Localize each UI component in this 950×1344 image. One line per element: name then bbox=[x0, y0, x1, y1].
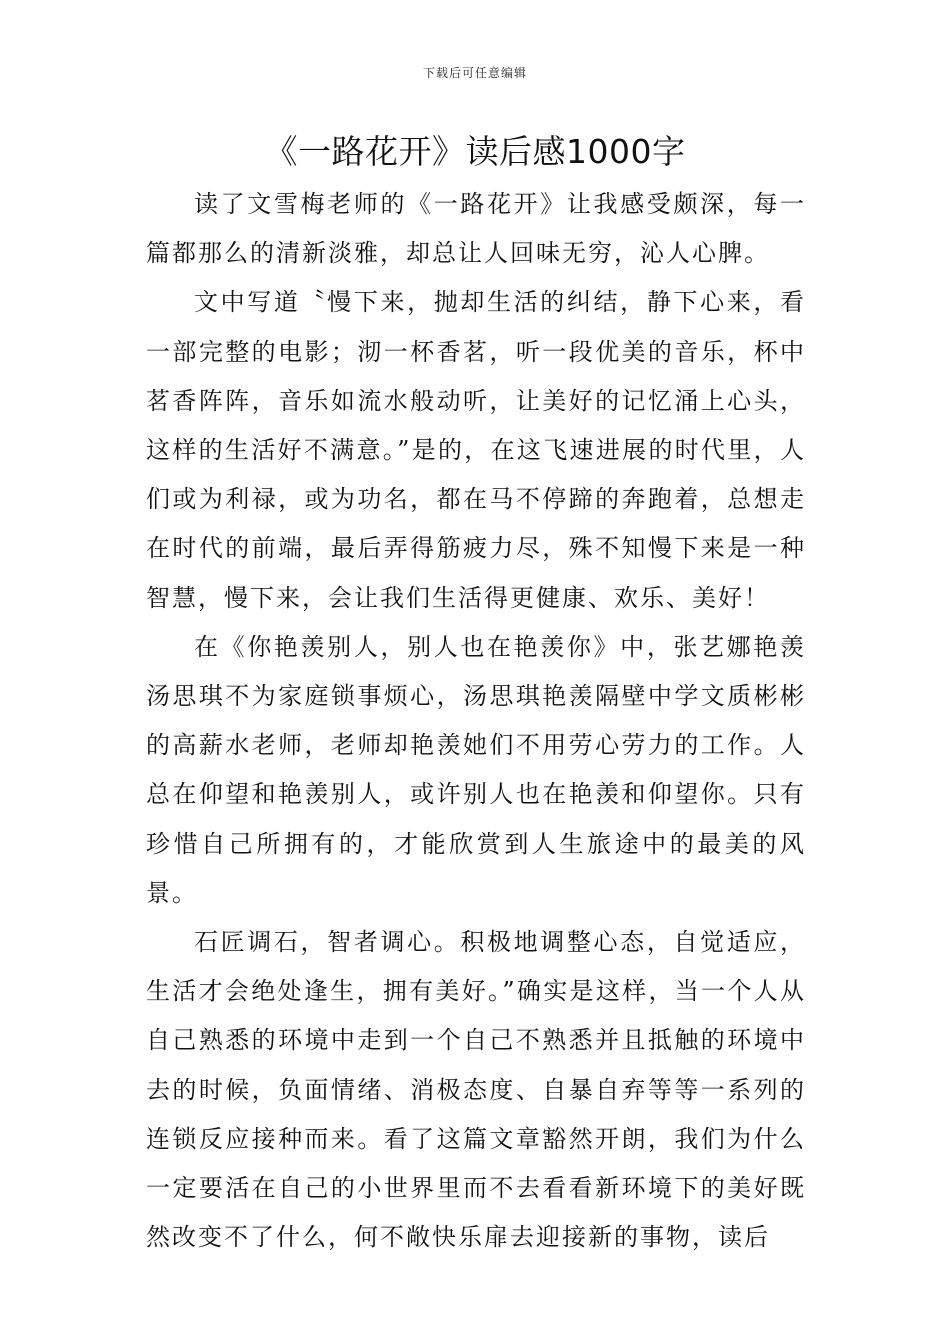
document-title: 《一路花开》读后感1000字 bbox=[264, 132, 686, 171]
document-body bbox=[146, 180, 806, 1262]
header-note: 下载后可任意编辑 bbox=[422, 66, 527, 80]
paragraph-1: 读了文雪梅老师的《一路花开》让我感受颇深，每一篇都那么的清新淡雅，却总让人回味无穷，沁人心脾。 bbox=[146, 190, 806, 268]
paragraph-3: 在《你艳羡别人，别人也在艳羡你》中，张艺娜艳羡汤思琪不为家庭锁事烦心，汤思琪艳羡隔壁中学文质彬彬的高薪水老师，老师却艳羡她们不用劳心劳力的工作。人总在仰望和艳羡别人，或许别人也在艳羡和仰望你。只有珍惜自己所拥有的，才能欣赏到人生旅途中的最美的风景。 bbox=[146, 632, 806, 907]
paragraph-4: 石匠调石，智者调心。积极地调整心态，自觉适应，生活才会绝处逢生，拥有美好。”确实是这样，当一个人从自己熟悉的环境中走到一个自己不熟悉并且抵触的环境中去的时候，负面情绪、消极态度、自暴自弃等等一系列的连锁反应接种而来。看了这篇文章豁然开朗，我们为什么一定要活在自己的小世界里而不去看看新环境下的美好既然改变不了什么，何不敞快乐扉去迎接新的事物，读后 bbox=[146, 928, 806, 1252]
paragraph-2: 文中写道〝慢下来，抛却生活的纠结，静下心来，看一部完整的电影；沏一杯香茗，听一段优美的音乐，杯中茗香阵阵，音乐如流水般动听，让美好的记忆涌上心头，这样的生活好不满意。”是的，在这飞速进展的时代里，人们或为利禄，或为功名，都在马不停蹄的奔跑着，总想走在时代的前端，最后弄得筋疲力尽，殊不知慢下来是一种智慧，慢下来，会让我们生活得更健康、欢乐、美好！ bbox=[146, 288, 806, 612]
